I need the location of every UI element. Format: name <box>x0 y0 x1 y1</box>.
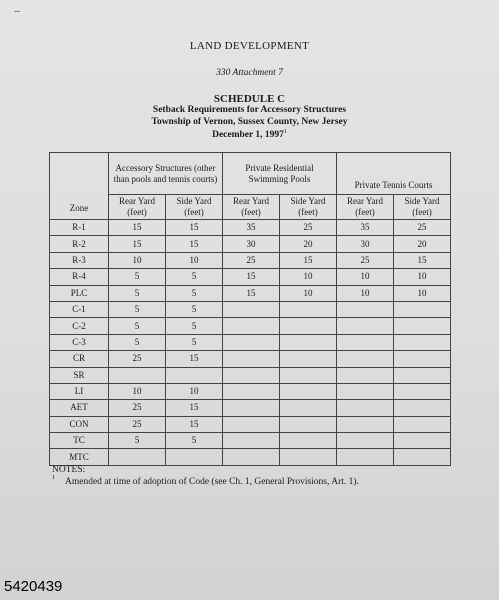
value-cell <box>394 416 451 432</box>
value-cell <box>223 383 280 399</box>
value-cell: 15 <box>223 269 280 285</box>
value-cell: 5 <box>166 269 223 285</box>
zone-cell: SR <box>50 367 109 383</box>
value-cell <box>337 301 394 317</box>
value-cell: 35 <box>223 220 280 236</box>
zone-cell: LI <box>50 383 109 399</box>
pencil-mark: ~ <box>13 5 22 19</box>
zone-cell: R-3 <box>50 252 109 268</box>
zone-header: Zone <box>50 153 109 220</box>
setback-table <box>49 152 451 466</box>
schedule-subtitle: Setback Requirements for Accessory Structures <box>152 105 347 115</box>
value-cell: 5 <box>166 318 223 334</box>
value-cell: 10 <box>166 383 223 399</box>
table-row <box>50 236 451 252</box>
value-cell <box>280 367 337 383</box>
value-cell: 15 <box>166 351 223 367</box>
value-cell <box>223 301 280 317</box>
table-row <box>50 416 451 432</box>
value-cell: 5 <box>109 433 166 449</box>
value-cell: 10 <box>394 285 451 301</box>
value-cell: 15 <box>109 220 166 236</box>
subheader-cell: Side Yard (feet) <box>394 195 451 220</box>
value-cell: 20 <box>394 236 451 252</box>
value-cell <box>166 449 223 465</box>
value-cell <box>394 433 451 449</box>
schedule-date <box>0 129 499 140</box>
value-cell: 5 <box>166 301 223 317</box>
value-cell: 20 <box>280 236 337 252</box>
value-cell <box>280 318 337 334</box>
value-cell <box>394 449 451 465</box>
value-cell: 15 <box>166 236 223 252</box>
document-title: LAND DEVELOPMENT <box>189 40 310 52</box>
group-header-tennis: Private Tennis Courts <box>337 153 451 195</box>
value-cell <box>280 334 337 350</box>
value-cell: 10 <box>337 269 394 285</box>
value-cell <box>280 301 337 317</box>
value-cell <box>337 367 394 383</box>
zone-cell: C-3 <box>50 334 109 350</box>
table-row <box>50 269 451 285</box>
value-cell <box>394 318 451 334</box>
zone-cell: TC <box>50 433 109 449</box>
group-header-pools: Private Residential Swimming Pools <box>223 153 337 195</box>
zone-cell: C-2 <box>50 318 109 334</box>
value-cell <box>109 449 166 465</box>
value-cell: 15 <box>394 252 451 268</box>
zone-cell: R-2 <box>50 236 109 252</box>
zone-cell: CR <box>50 351 109 367</box>
value-cell: 5 <box>109 318 166 334</box>
value-cell: 15 <box>223 285 280 301</box>
value-cell: 30 <box>337 236 394 252</box>
value-cell <box>394 400 451 416</box>
table-row <box>50 351 451 367</box>
value-cell <box>223 400 280 416</box>
zone-cell: C-1 <box>50 301 109 317</box>
table-row <box>50 383 451 399</box>
value-cell <box>337 383 394 399</box>
value-cell <box>166 367 223 383</box>
value-cell <box>394 351 451 367</box>
table-row <box>50 449 451 465</box>
value-cell <box>223 318 280 334</box>
value-cell <box>223 351 280 367</box>
value-cell: 5 <box>109 301 166 317</box>
value-cell <box>394 383 451 399</box>
value-cell <box>223 334 280 350</box>
group-header-accessory: Accessory Structures (other than pools and tennis courts) <box>109 153 223 195</box>
table-row <box>50 400 451 416</box>
value-cell: 5 <box>166 334 223 350</box>
attachment-label: 330 Attachment 7 <box>216 68 283 78</box>
schedule-location: Township of Vernon, Sussex County, New Jersey <box>151 117 348 127</box>
value-cell <box>337 416 394 432</box>
value-cell <box>394 367 451 383</box>
table-group-header-row <box>50 153 451 195</box>
table-row <box>50 318 451 334</box>
table-row <box>50 301 451 317</box>
subheader-cell: Rear Yard (feet) <box>337 195 394 220</box>
value-cell <box>223 449 280 465</box>
value-cell: 15 <box>166 400 223 416</box>
value-cell: 35 <box>337 220 394 236</box>
footnote <box>52 476 359 487</box>
value-cell: 30 <box>223 236 280 252</box>
value-cell: 5 <box>166 285 223 301</box>
value-cell: 10 <box>109 383 166 399</box>
value-cell: 5 <box>109 269 166 285</box>
date-text: December 1, 1997 <box>212 130 284 141</box>
table-row <box>50 252 451 268</box>
listing-id-watermark: 5420439 <box>4 578 63 595</box>
value-cell <box>337 334 394 350</box>
value-cell: 15 <box>280 252 337 268</box>
value-cell <box>280 416 337 432</box>
value-cell <box>223 416 280 432</box>
value-cell: 5 <box>109 334 166 350</box>
value-cell <box>337 433 394 449</box>
table-subheader-row <box>50 195 451 220</box>
schedule-label: SCHEDULE C <box>213 93 286 105</box>
value-cell <box>337 318 394 334</box>
value-cell: 25 <box>223 252 280 268</box>
value-cell <box>337 449 394 465</box>
table-body <box>50 220 451 466</box>
value-cell: 15 <box>166 220 223 236</box>
value-cell: 10 <box>280 285 337 301</box>
value-cell <box>280 383 337 399</box>
value-cell <box>280 449 337 465</box>
zone-cell: MTC <box>50 449 109 465</box>
value-cell <box>280 433 337 449</box>
value-cell: 25 <box>337 252 394 268</box>
value-cell: 25 <box>109 400 166 416</box>
value-cell <box>394 334 451 350</box>
footnote-mark: 1 <box>52 475 55 481</box>
zone-cell: R-4 <box>50 269 109 285</box>
value-cell <box>223 433 280 449</box>
zone-cell: CON <box>50 416 109 432</box>
table-row <box>50 334 451 350</box>
value-cell: 10 <box>280 269 337 285</box>
value-cell <box>337 400 394 416</box>
table-row <box>50 433 451 449</box>
zone-cell: PLC <box>50 285 109 301</box>
value-cell <box>394 301 451 317</box>
value-cell <box>280 351 337 367</box>
subheader-cell: Rear Yard (feet) <box>109 195 166 220</box>
value-cell: 10 <box>166 252 223 268</box>
value-cell: 15 <box>166 416 223 432</box>
footnote-text: Amended at time of adoption of Code (see Ch. 1, General Provisions, Art. 1). <box>65 477 359 488</box>
value-cell: 15 <box>109 236 166 252</box>
value-cell <box>280 400 337 416</box>
value-cell <box>109 367 166 383</box>
value-cell <box>223 367 280 383</box>
value-cell: 25 <box>109 351 166 367</box>
value-cell: 5 <box>109 285 166 301</box>
value-cell: 10 <box>394 269 451 285</box>
value-cell: 10 <box>337 285 394 301</box>
table-row <box>50 367 451 383</box>
notes-label: NOTES: <box>52 465 86 475</box>
value-cell <box>337 351 394 367</box>
value-cell: 25 <box>280 220 337 236</box>
value-cell: 5 <box>166 433 223 449</box>
table-row <box>50 220 451 236</box>
zone-cell: R-1 <box>50 220 109 236</box>
zone-cell: AET <box>50 400 109 416</box>
subheader-cell: Rear Yard (feet) <box>223 195 280 220</box>
value-cell: 25 <box>394 220 451 236</box>
date-footnote-mark: 1 <box>283 129 287 135</box>
value-cell: 25 <box>109 416 166 432</box>
subheader-cell: Side Yard (feet) <box>280 195 337 220</box>
value-cell: 10 <box>109 252 166 268</box>
subheader-cell: Side Yard (feet) <box>166 195 223 220</box>
table-row <box>50 285 451 301</box>
